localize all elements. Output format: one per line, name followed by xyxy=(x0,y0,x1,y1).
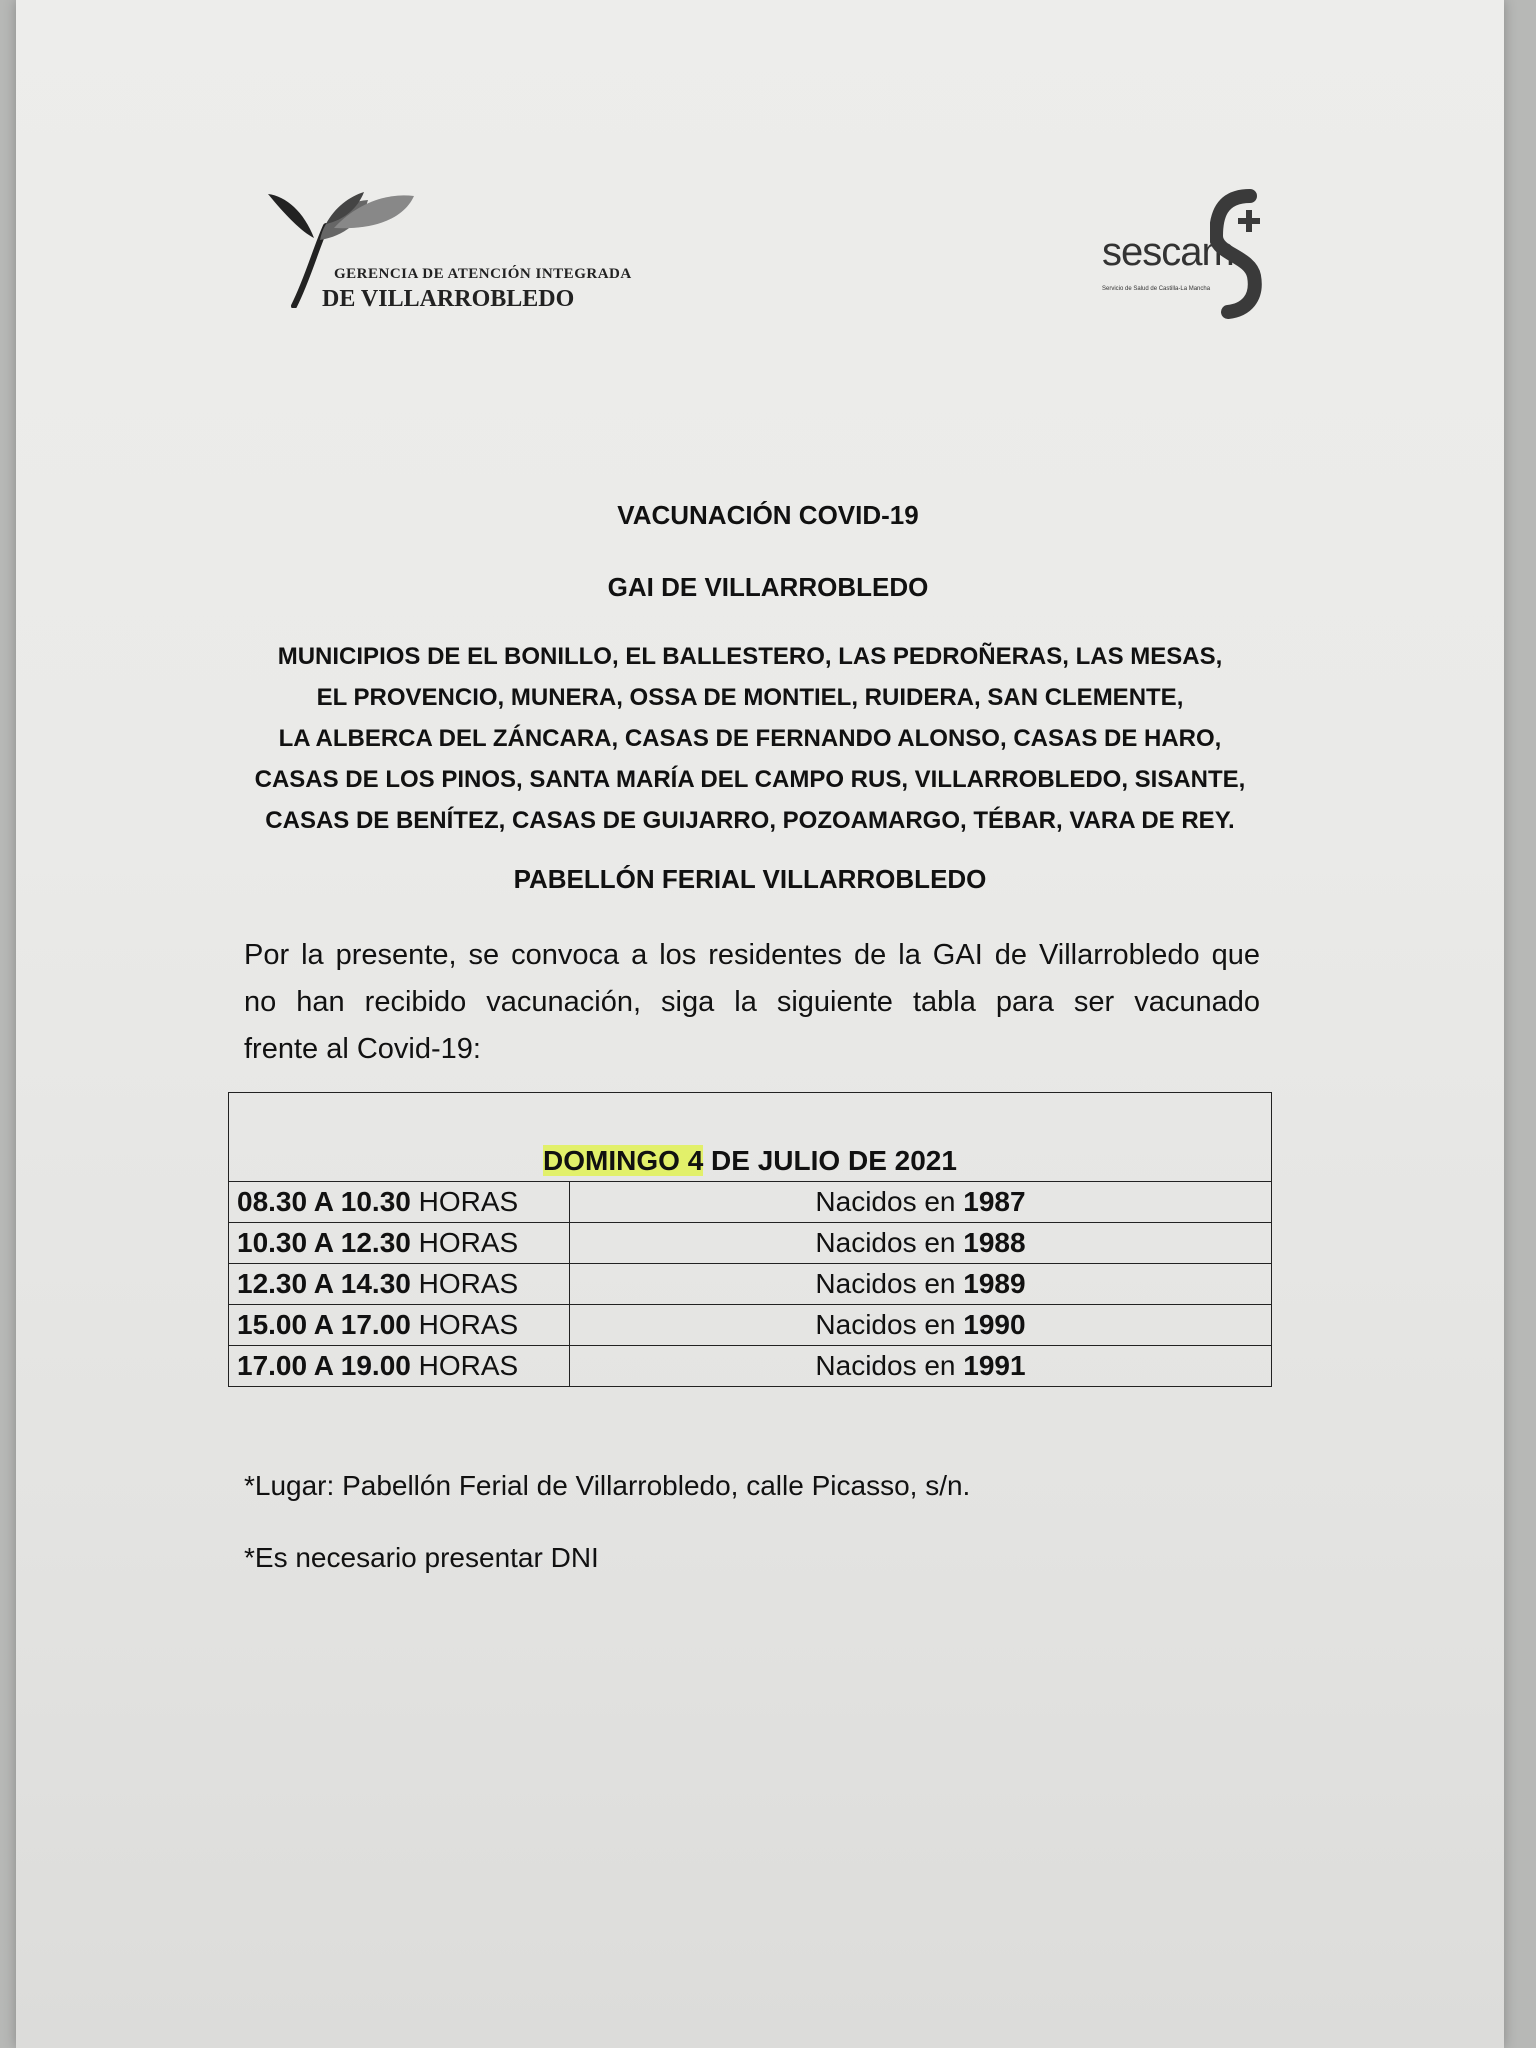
born-label: Nacidos en xyxy=(815,1309,964,1340)
birth-year: 1988 xyxy=(963,1227,1026,1258)
document-title: VACUNACIÓN COVID-19 xyxy=(617,500,919,530)
birth-year-cell xyxy=(570,1182,1272,1223)
table-header-row xyxy=(229,1093,1272,1182)
intro-line: Por la presente, se convoca a los residentes de la GAI de Villarrobledo que xyxy=(244,939,1260,971)
time-slot xyxy=(229,1223,570,1264)
intro-line: no han recibido vacunación, siga la siguiente tabla para ser vacunado xyxy=(244,986,1260,1018)
sescam-logo xyxy=(1098,186,1278,326)
birth-year: 1991 xyxy=(963,1350,1026,1381)
date-highlight: DOMINGO 4 xyxy=(543,1145,704,1176)
table-row xyxy=(229,1223,1272,1264)
time-range: 12.30 A 14.30 xyxy=(237,1268,411,1299)
time-slot xyxy=(229,1305,570,1346)
table-row xyxy=(229,1305,1272,1346)
sescam-subtitle: Servicio de Salud de Castilla-La Mancha xyxy=(1102,286,1211,292)
born-label: Nacidos en xyxy=(815,1227,964,1258)
location-note: *Lugar: Pabellón Ferial de Villarrobledo, calle Picasso, s/n. xyxy=(244,1470,971,1501)
vaccination-schedule-table xyxy=(228,1092,1272,1387)
time-unit: HORAS xyxy=(410,1350,519,1381)
date-rest: DE JULIO DE 2021 xyxy=(703,1145,957,1176)
time-slot xyxy=(229,1346,570,1387)
born-label: Nacidos en xyxy=(815,1268,964,1299)
time-unit: HORAS xyxy=(410,1227,519,1258)
born-label: Nacidos en xyxy=(815,1186,964,1217)
sescam-wordmark: sescam xyxy=(1102,230,1234,274)
birth-year: 1987 xyxy=(963,1186,1026,1217)
time-unit: HORAS xyxy=(410,1309,519,1340)
time-range: 17.00 A 19.00 xyxy=(237,1350,411,1381)
municipalities-line: LA ALBERCA DEL ZÁNCARA, CASAS DE FERNANDO ALONSO, CASAS DE HARO, xyxy=(278,725,1222,752)
intro-paragraph xyxy=(244,932,1260,1073)
document-subtitle: GAI DE VILLARROBLEDO xyxy=(607,572,929,602)
table-row xyxy=(229,1182,1272,1223)
time-range: 10.30 A 12.30 xyxy=(237,1227,411,1258)
birth-year-cell xyxy=(570,1264,1272,1305)
venue-title: PABELLÓN FERIAL VILLARROBLEDO xyxy=(513,864,987,894)
dni-note: *Es necesario presentar DNI xyxy=(244,1542,599,1573)
birth-year-cell xyxy=(570,1305,1272,1346)
gai-villarrobledo-logo xyxy=(264,188,632,318)
time-slot xyxy=(229,1264,570,1305)
birth-year: 1990 xyxy=(963,1309,1026,1340)
schedule-date xyxy=(229,1093,1272,1182)
municipalities-line: EL PROVENCIO, MUNERA, OSSA DE MONTIEL, RUIDERA, SAN CLEMENTE, xyxy=(316,684,1184,711)
sescam-s-cross-icon xyxy=(1210,188,1266,322)
time-range: 08.30 A 10.30 xyxy=(237,1186,411,1217)
time-slot xyxy=(229,1182,570,1223)
logo-line-gerencia: GERENCIA DE ATENCIÓN INTEGRADA xyxy=(334,266,632,282)
municipalities-line: CASAS DE BENÍTEZ, CASAS DE GUIJARRO, POZOAMARGO, TÉBAR, VARA DE REY. xyxy=(265,807,1235,834)
birth-year: 1989 xyxy=(963,1268,1026,1299)
logo-line-villarrobledo: DE VILLARROBLEDO xyxy=(322,286,575,312)
time-unit: HORAS xyxy=(410,1186,519,1217)
birth-year-cell xyxy=(570,1346,1272,1387)
time-range: 15.00 A 17.00 xyxy=(237,1309,411,1340)
birth-year-cell xyxy=(570,1223,1272,1264)
intro-line: frente al Covid-19: xyxy=(244,1033,481,1065)
time-unit: HORAS xyxy=(410,1268,519,1299)
municipalities-line: MUNICIPIOS DE EL BONILLO, EL BALLESTERO, LAS PEDROÑERAS, LAS MESAS, xyxy=(277,643,1223,670)
municipalities-line: CASAS DE LOS PINOS, SANTA MARÍA DEL CAMPO RUS, VILLARROBLEDO, SISANTE, xyxy=(254,766,1246,793)
table-row xyxy=(229,1264,1272,1305)
municipalities-list xyxy=(0,636,1500,841)
table-row xyxy=(229,1346,1272,1387)
born-label: Nacidos en xyxy=(815,1350,964,1381)
